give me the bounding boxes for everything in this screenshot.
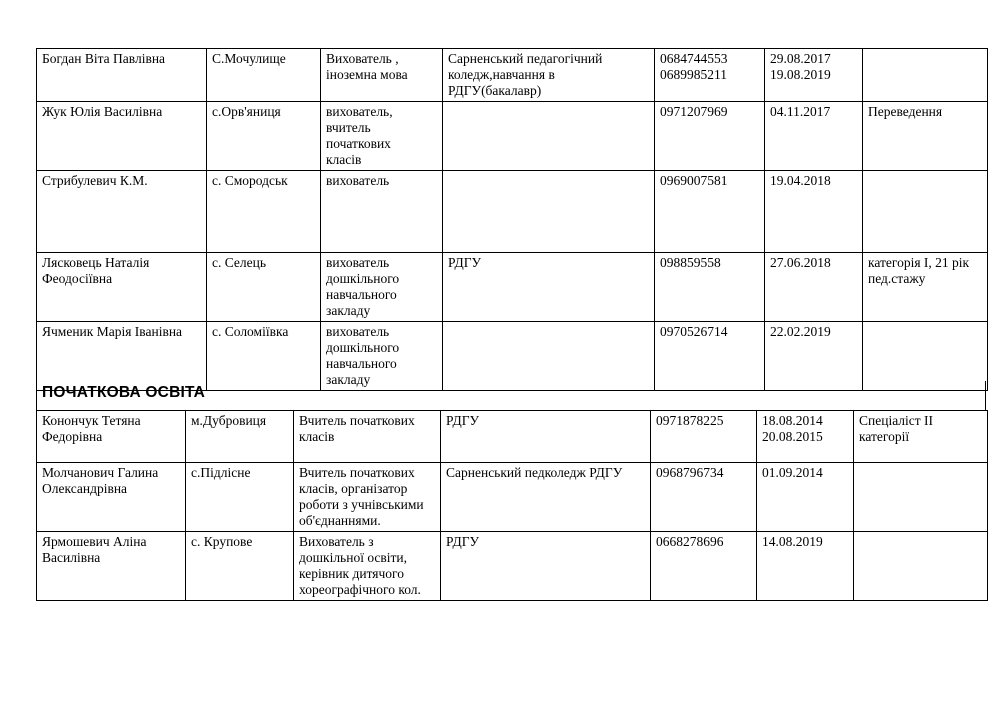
staff-name: Богдан Віта Павлівна [37,49,207,102]
staff-position: Вихователь , іноземна мова [321,49,443,102]
staff-education: РДГУ [441,532,651,601]
staff-date: 19.04.2018 [765,171,863,253]
table-row [37,102,988,171]
staff-name: Стрибулевич К.М. [37,171,207,253]
staff-phone: 0970526714 [655,322,765,391]
staff-education: РДГУ [443,253,655,322]
table-row [37,532,988,601]
staff-name: Жук Юлія Василівна [37,102,207,171]
staff-phone: 0668278696 [651,532,757,601]
staff-table-preschool [36,48,988,391]
staff-date: 01.09.2014 [757,463,854,532]
staff-village: С.Мочулище [207,49,321,102]
staff-date: 18.08.2014 20.08.2015 [757,411,854,463]
table-row [37,253,988,322]
staff-education [443,102,655,171]
section-title: ПОЧАТКОВА ОСВІТА [42,384,206,401]
staff-date: 22.02.2019 [765,322,863,391]
table-row [37,411,988,463]
staff-position: Вчитель початкових класів [294,411,441,463]
staff-note [854,532,988,601]
staff-phone: 0968796734 [651,463,757,532]
staff-note: категорія І, 21 рік пед.стажу [863,253,988,322]
staff-education [443,171,655,253]
staff-note [863,49,988,102]
staff-position: вихователь дошкільного навчального закладу [321,322,443,391]
staff-name: Ярмошевич Аліна Василівна [37,532,186,601]
staff-note [854,463,988,532]
staff-phone: 0969007581 [655,171,765,253]
staff-position: Вчитель початкових класів, організатор роботи з учнівськими об'єднаннями. [294,463,441,532]
staff-village: с.Підлісне [186,463,294,532]
staff-position: вихователь дошкільного навчального закладу [321,253,443,322]
staff-phone: 0971878225 [651,411,757,463]
table-row [37,463,988,532]
staff-village: с.Орв'яниця [207,102,321,171]
staff-name: Конончук Тетяна Федорівна [37,411,186,463]
staff-position: вихователь, вчитель початкових класів [321,102,443,171]
staff-table-primary [36,410,988,601]
staff-phone: 0971207969 [655,102,765,171]
staff-position: вихователь [321,171,443,253]
staff-phone: 098859558 [655,253,765,322]
section-heading [36,381,986,410]
staff-name: Молчанович Галина Олександрівна [37,463,186,532]
staff-note: Переведення [863,102,988,171]
staff-date: 14.08.2019 [757,532,854,601]
staff-village: с. Смородськ [207,171,321,253]
staff-date: 04.11.2017 [765,102,863,171]
staff-note: Спеціаліст ІІ категорії [854,411,988,463]
staff-date: 27.06.2018 [765,253,863,322]
staff-village: с. Селець [207,253,321,322]
staff-name: Лясковець Наталія Феодосіївна [37,253,207,322]
staff-note [863,171,988,253]
staff-education: Сарненський педколедж РДГУ [441,463,651,532]
staff-village: с. Соломіївка [207,322,321,391]
staff-name: Ячменик Марія Іванівна [37,322,207,391]
staff-education: Сарненський педагогічний коледж,навчання в РДГУ(бакалавр) [443,49,655,102]
table-row [37,171,988,253]
staff-position: Вихователь з дошкільної освіти, керівник дитячого хореографічного кол. [294,532,441,601]
staff-village: с. Крупове [186,532,294,601]
staff-date: 29.08.2017 19.08.2019 [765,49,863,102]
staff-education: РДГУ [441,411,651,463]
table-row [37,49,988,102]
staff-village: м.Дубровиця [186,411,294,463]
staff-phone: 0684744553 0689985211 [655,49,765,102]
